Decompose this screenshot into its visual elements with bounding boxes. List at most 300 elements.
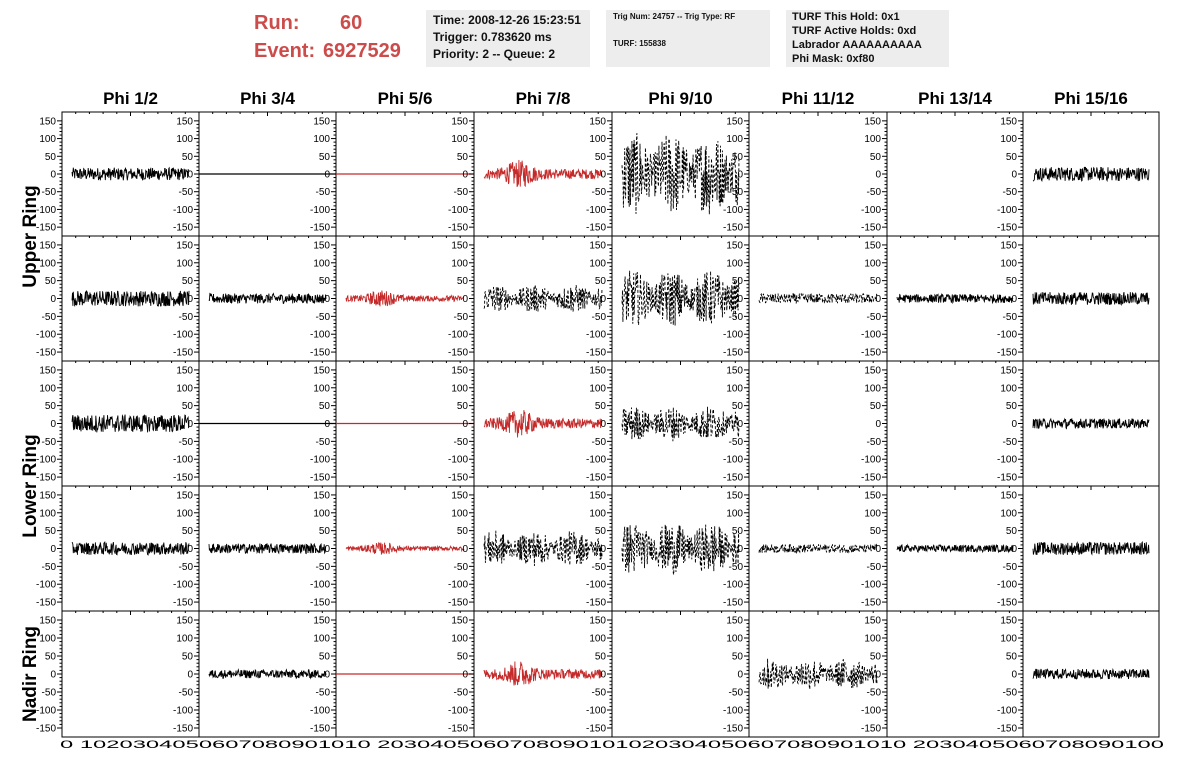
y-tick-label: -150 (722, 472, 743, 484)
y-tick-label: 150 (451, 365, 468, 377)
ring-label: Upper Ring (20, 185, 41, 288)
y-tick-label: -100 (309, 579, 330, 591)
y-tick-label: 50 (44, 151, 56, 163)
y-tick-label: -100 (860, 579, 881, 591)
y-tick-label: -150 (309, 597, 330, 609)
y-tick-label: -100 (447, 204, 468, 216)
y-tick-label: 100 (313, 134, 330, 146)
y-tick-label: 100 (39, 508, 56, 520)
y-tick-label: 0 (875, 419, 881, 430)
run-value: 60 (340, 12, 363, 34)
ring-label: Nadir Ring (20, 625, 41, 723)
waveform-trace (622, 525, 739, 575)
y-tick-label: 50 (1005, 401, 1017, 413)
panel-frame (612, 611, 749, 737)
y-tick-label: -50 (591, 311, 606, 323)
waveform-trace (759, 294, 877, 304)
y-tick-label: -50 (1002, 687, 1017, 699)
y-tick-label: 50 (181, 651, 193, 663)
y-tick-label: 100 (313, 383, 330, 395)
y-tick-label: -100 (722, 329, 743, 341)
y-tick-label: 50 (456, 526, 468, 538)
y-tick-label: -100 (585, 705, 606, 717)
y-tick-label: 100 (1000, 508, 1017, 520)
y-tick-label: 0 (875, 169, 881, 181)
y-tick-label: -150 (447, 222, 468, 234)
turf-line: TURF: 155838 (613, 39, 666, 48)
y-tick-label: -150 (860, 347, 881, 359)
y-tick-label: 150 (1000, 240, 1017, 252)
y-tick-label: 100 (589, 134, 606, 146)
y-tick-label: -150 (996, 472, 1017, 484)
waveform-trace (622, 133, 739, 214)
y-tick-label: 150 (313, 490, 330, 502)
run-label: Run: (254, 12, 300, 34)
y-tick-label: 50 (318, 151, 330, 163)
y-tick-label: 150 (39, 116, 56, 128)
waveform-trace (484, 410, 602, 437)
waveform-trace (72, 542, 189, 555)
trig-num-line: Trig Num: 24757 -- Trig Type: RF (613, 12, 736, 21)
y-tick-label: -50 (866, 187, 881, 199)
y-tick-label: -150 (996, 347, 1017, 359)
y-tick-label: 0 (600, 419, 606, 430)
y-tick-label: -150 (172, 472, 193, 484)
y-tick-label: 50 (318, 276, 330, 288)
panel-frame (62, 611, 199, 737)
y-tick-label: -100 (447, 454, 468, 466)
y-tick-label: -50 (866, 436, 881, 448)
y-tick-label: -50 (453, 687, 468, 699)
y-tick-label: -100 (722, 454, 743, 466)
waveform-trace (346, 542, 464, 554)
waveform-trace (759, 659, 877, 689)
y-tick-label: -50 (728, 311, 743, 323)
y-tick-label: -50 (178, 687, 193, 699)
y-tick-label: -50 (866, 311, 881, 323)
y-tick-label: 100 (176, 508, 193, 520)
y-tick-label: 50 (318, 651, 330, 663)
panel-frame (612, 486, 749, 611)
y-tick-label: 100 (726, 258, 743, 270)
y-tick-label: 100 (726, 134, 743, 146)
y-tick-label: -100 (172, 454, 193, 466)
y-tick-label: -150 (860, 222, 881, 234)
y-tick-label: -150 (996, 222, 1017, 234)
y-tick-label: -150 (447, 472, 468, 484)
y-tick-label: 0 (1011, 669, 1017, 681)
y-tick-label: -150 (447, 347, 468, 359)
y-tick-label: 100 (313, 258, 330, 270)
y-tick-label: 50 (869, 276, 881, 288)
y-tick-label: 150 (313, 240, 330, 252)
y-tick-label: 50 (731, 401, 743, 413)
y-tick-label: -50 (728, 436, 743, 448)
y-tick-label: -50 (41, 687, 56, 699)
y-tick-label: -50 (315, 687, 330, 699)
y-tick-label: 100 (726, 383, 743, 395)
y-tick-label: -100 (996, 454, 1017, 466)
y-tick-label: 0 (462, 669, 468, 681)
y-tick-label: 150 (313, 365, 330, 377)
waveform-trace (1033, 292, 1149, 305)
y-tick-label: 0 (600, 294, 606, 305)
y-tick-label: 150 (176, 490, 193, 502)
y-tick-label: -100 (996, 204, 1017, 216)
y-tick-label: -50 (41, 436, 56, 448)
y-tick-label: 50 (731, 151, 743, 163)
y-tick-label: -100 (447, 579, 468, 591)
y-tick-label: 100 (176, 383, 193, 395)
y-tick-label: -150 (35, 472, 56, 484)
waveform-trace (484, 160, 602, 187)
y-tick-label: 150 (313, 615, 330, 627)
y-tick-label: 0 (187, 294, 193, 305)
y-tick-label: -50 (178, 561, 193, 573)
y-tick-label: 150 (726, 365, 743, 377)
y-tick-label: 0 (462, 419, 468, 430)
y-tick-label: 150 (39, 490, 56, 502)
y-tick-label: -150 (309, 347, 330, 359)
y-tick-label: 100 (39, 633, 56, 645)
column-header: Phi 1/2 (103, 89, 158, 108)
column-header: Phi 5/6 (377, 89, 433, 108)
waveform-trace (897, 545, 1013, 552)
panel-frame (749, 361, 887, 486)
y-tick-label: -150 (35, 723, 56, 735)
y-tick-label: -100 (860, 204, 881, 216)
y-tick-label: -100 (172, 329, 193, 341)
event-value: 6927529 (323, 40, 401, 62)
y-tick-label: -50 (178, 436, 193, 448)
ring-label: Lower Ring (20, 434, 41, 538)
y-tick-label: -100 (309, 204, 330, 216)
y-tick-label: 50 (1005, 651, 1017, 663)
y-tick-label: -50 (591, 187, 606, 199)
y-tick-label: 100 (1000, 134, 1017, 146)
panel-frame (749, 112, 887, 236)
y-tick-label: 0 (737, 544, 743, 555)
y-tick-label: 50 (1005, 276, 1017, 288)
y-tick-label: -150 (860, 597, 881, 609)
y-tick-label: 50 (869, 401, 881, 413)
y-tick-label: -100 (996, 579, 1017, 591)
event-label: Event: (254, 40, 316, 62)
y-tick-label: 0 (1011, 169, 1017, 181)
y-tick-label: -150 (585, 222, 606, 234)
y-tick-label: 150 (176, 365, 193, 377)
y-tick-label: 150 (589, 615, 606, 627)
waveform-trace (1033, 167, 1149, 181)
y-tick-label: -50 (866, 687, 881, 699)
y-tick-label: 100 (1000, 633, 1017, 645)
y-tick-label: -100 (585, 204, 606, 216)
y-tick-label: -150 (447, 723, 468, 735)
y-tick-label: 0 (324, 294, 330, 305)
waveform-trace (759, 544, 877, 553)
y-tick-label: 150 (176, 615, 193, 627)
waveform-trace (1033, 669, 1149, 679)
y-tick-label: 150 (39, 365, 56, 377)
y-tick-label: 50 (181, 276, 193, 288)
y-tick-label: 100 (589, 258, 606, 270)
column-header: Phi 7/8 (515, 89, 571, 108)
waveform-trace (484, 285, 602, 312)
y-tick-label: 50 (594, 276, 606, 288)
y-tick-label: 100 (1000, 383, 1017, 395)
y-tick-label: -150 (722, 723, 743, 735)
y-tick-label: 50 (594, 401, 606, 413)
y-tick-label: 100 (1000, 258, 1017, 270)
y-tick-label: 0 (462, 544, 468, 555)
y-tick-label: -100 (860, 705, 881, 717)
y-tick-label: 0 (50, 544, 56, 555)
y-tick-label: -100 (172, 579, 193, 591)
y-tick-label: 100 (451, 633, 468, 645)
y-tick-label: -150 (35, 222, 56, 234)
y-tick-label: 100 (451, 258, 468, 270)
waveform-trace (1033, 419, 1149, 429)
y-tick-label: -50 (591, 561, 606, 573)
y-tick-label: -100 (172, 705, 193, 717)
priority-line: Priority: 2 -- Queue: 2 (433, 47, 556, 61)
y-tick-label: -50 (453, 561, 468, 573)
y-tick-label: -50 (866, 561, 881, 573)
y-tick-label: -150 (585, 597, 606, 609)
y-tick-label: 50 (731, 276, 743, 288)
y-tick-label: -50 (591, 687, 606, 699)
y-tick-label: -150 (585, 723, 606, 735)
y-tick-label: 150 (726, 615, 743, 627)
panel-frame (474, 486, 612, 611)
waveform-trace (72, 168, 189, 181)
y-tick-label: 100 (39, 383, 56, 395)
y-tick-label: -150 (172, 222, 193, 234)
y-tick-label: 50 (44, 651, 56, 663)
y-tick-label: 0 (1011, 294, 1017, 305)
y-tick-label: 50 (181, 526, 193, 538)
waveform-trace (72, 291, 189, 306)
y-tick-label: 0 (462, 294, 468, 305)
y-tick-label: 150 (864, 365, 881, 377)
y-tick-label: -100 (585, 329, 606, 341)
column-header: Phi 3/4 (240, 89, 295, 108)
y-tick-label: 0 (50, 294, 56, 305)
y-tick-label: 100 (39, 258, 56, 270)
y-tick-label: 150 (1000, 365, 1017, 377)
y-tick-label: 150 (726, 116, 743, 128)
waveform-trace (1033, 542, 1149, 555)
y-tick-label: -100 (172, 204, 193, 216)
y-tick-label: 0 (187, 544, 193, 555)
y-tick-label: 150 (39, 240, 56, 252)
waveform-trace (209, 294, 326, 304)
y-tick-label: 150 (864, 116, 881, 128)
y-tick-label: -50 (41, 561, 56, 573)
y-tick-label: 150 (726, 490, 743, 502)
y-tick-label: -150 (585, 472, 606, 484)
y-tick-label: -50 (178, 311, 193, 323)
y-tick-label: 0 (737, 294, 743, 305)
y-tick-label: 100 (451, 508, 468, 520)
y-tick-label: 0 (324, 169, 330, 181)
turf-hold-line: TURF This Hold: 0x1 (792, 11, 900, 23)
y-tick-label: 0 (187, 419, 193, 430)
y-tick-label: -150 (35, 597, 56, 609)
y-tick-label: -100 (860, 329, 881, 341)
waveform-trace (484, 662, 602, 686)
y-tick-label: -150 (447, 597, 468, 609)
y-tick-label: 0 (1011, 419, 1017, 430)
y-tick-label: 0 (737, 169, 743, 181)
y-tick-label: 100 (589, 383, 606, 395)
panel-frame (887, 611, 1023, 737)
labrador-line: Labrador AAAAAAAAAA (792, 39, 922, 51)
time-line: Time: 2008-12-26 15:23:51 (433, 13, 581, 27)
y-tick-label: -100 (309, 454, 330, 466)
y-tick-label: 50 (44, 276, 56, 288)
y-tick-label: 150 (39, 615, 56, 627)
y-tick-label: 50 (456, 276, 468, 288)
y-tick-label: 100 (864, 508, 881, 520)
y-tick-label: 50 (44, 526, 56, 538)
y-tick-label: 150 (589, 490, 606, 502)
y-tick-label: -50 (1002, 311, 1017, 323)
y-tick-label: 100 (313, 508, 330, 520)
y-tick-label: 150 (451, 116, 468, 128)
y-tick-label: 150 (313, 116, 330, 128)
y-tick-label: 150 (451, 490, 468, 502)
y-tick-label: -50 (315, 187, 330, 199)
y-tick-label: 100 (726, 633, 743, 645)
waveform-trace (346, 291, 464, 307)
y-tick-label: -100 (722, 579, 743, 591)
y-tick-label: -150 (996, 597, 1017, 609)
y-tick-label: 50 (181, 151, 193, 163)
y-tick-label: 150 (176, 240, 193, 252)
y-tick-label: 100 (451, 134, 468, 146)
y-tick-label: 0 (737, 419, 743, 430)
y-tick-label: 0 (50, 419, 56, 430)
y-tick-label: 100 (864, 134, 881, 146)
column-header: Phi 9/10 (648, 89, 713, 108)
y-tick-label: -100 (35, 705, 56, 717)
y-tick-label: 50 (318, 526, 330, 538)
y-tick-label: 150 (451, 240, 468, 252)
y-tick-label: 50 (44, 401, 56, 413)
y-tick-label: 50 (456, 401, 468, 413)
y-tick-label: 50 (731, 651, 743, 663)
y-tick-label: -150 (172, 347, 193, 359)
column-header: Phi 11/12 (781, 89, 855, 108)
y-tick-label: 150 (1000, 116, 1017, 128)
y-tick-label: 50 (594, 651, 606, 663)
y-tick-label: 0 (187, 669, 193, 681)
y-tick-label: 100 (176, 258, 193, 270)
y-tick-label: 150 (1000, 615, 1017, 627)
y-tick-label: -100 (722, 204, 743, 216)
y-tick-label: -50 (1002, 561, 1017, 573)
y-tick-label: 50 (869, 526, 881, 538)
y-tick-label: 0 (600, 544, 606, 555)
x-tick-labels: 0 1020304050607080901010 2030405060708090101020304050607080901010 2030405060708090100 (60, 739, 1165, 751)
y-tick-label: -100 (309, 329, 330, 341)
y-tick-label: -100 (860, 454, 881, 466)
y-tick-label: 0 (462, 169, 468, 181)
y-tick-label: 100 (313, 633, 330, 645)
y-tick-label: 150 (1000, 490, 1017, 502)
column-header: Phi 15/16 (1054, 89, 1128, 108)
y-tick-label: 100 (176, 633, 193, 645)
y-tick-label: -150 (722, 347, 743, 359)
y-tick-label: 50 (181, 401, 193, 413)
y-tick-label: 100 (726, 508, 743, 520)
y-tick-label: -150 (309, 723, 330, 735)
y-tick-label: -100 (447, 705, 468, 717)
y-tick-label: 50 (456, 651, 468, 663)
y-tick-label: 50 (594, 526, 606, 538)
waveform-trace (484, 531, 602, 566)
y-tick-label: 100 (864, 383, 881, 395)
panel-frame (887, 361, 1023, 486)
y-tick-label: 0 (324, 544, 330, 555)
y-tick-label: -100 (722, 705, 743, 717)
y-tick-label: -100 (35, 329, 56, 341)
y-tick-label: 100 (589, 508, 606, 520)
y-tick-label: -150 (860, 472, 881, 484)
y-tick-label: -50 (41, 311, 56, 323)
y-tick-label: 0 (324, 419, 330, 430)
y-tick-label: -50 (315, 436, 330, 448)
y-tick-label: 150 (451, 615, 468, 627)
y-tick-label: -100 (35, 454, 56, 466)
y-tick-label: -50 (315, 561, 330, 573)
y-tick-label: 0 (600, 669, 606, 681)
y-tick-label: 100 (176, 134, 193, 146)
y-tick-label: -100 (996, 329, 1017, 341)
y-tick-label: 100 (864, 258, 881, 270)
y-tick-label: 0 (50, 169, 56, 181)
y-tick-label: 0 (1011, 544, 1017, 555)
y-tick-label: -50 (315, 311, 330, 323)
y-tick-label: -150 (585, 347, 606, 359)
y-tick-label: 100 (589, 633, 606, 645)
y-tick-label: 50 (1005, 151, 1017, 163)
y-tick-label: -50 (591, 436, 606, 448)
y-tick-label: -100 (996, 705, 1017, 717)
y-tick-label: 100 (39, 134, 56, 146)
y-tick-label: -50 (453, 311, 468, 323)
y-tick-label: 150 (864, 615, 881, 627)
y-tick-label: 100 (864, 633, 881, 645)
y-tick-label: -50 (1002, 187, 1017, 199)
y-tick-label: -150 (996, 723, 1017, 735)
y-tick-label: -150 (309, 222, 330, 234)
y-tick-label: -150 (35, 347, 56, 359)
y-tick-label: -100 (35, 579, 56, 591)
y-tick-label: -50 (728, 187, 743, 199)
y-tick-label: -50 (41, 187, 56, 199)
y-tick-label: 0 (600, 169, 606, 181)
column-header: Phi 13/14 (918, 89, 992, 108)
y-tick-label: -100 (585, 579, 606, 591)
y-tick-label: -50 (178, 187, 193, 199)
y-tick-label: 0 (875, 294, 881, 305)
y-tick-label: 150 (589, 116, 606, 128)
y-tick-label: 150 (726, 240, 743, 252)
waveform-trace (209, 544, 326, 554)
y-tick-label: -150 (172, 597, 193, 609)
